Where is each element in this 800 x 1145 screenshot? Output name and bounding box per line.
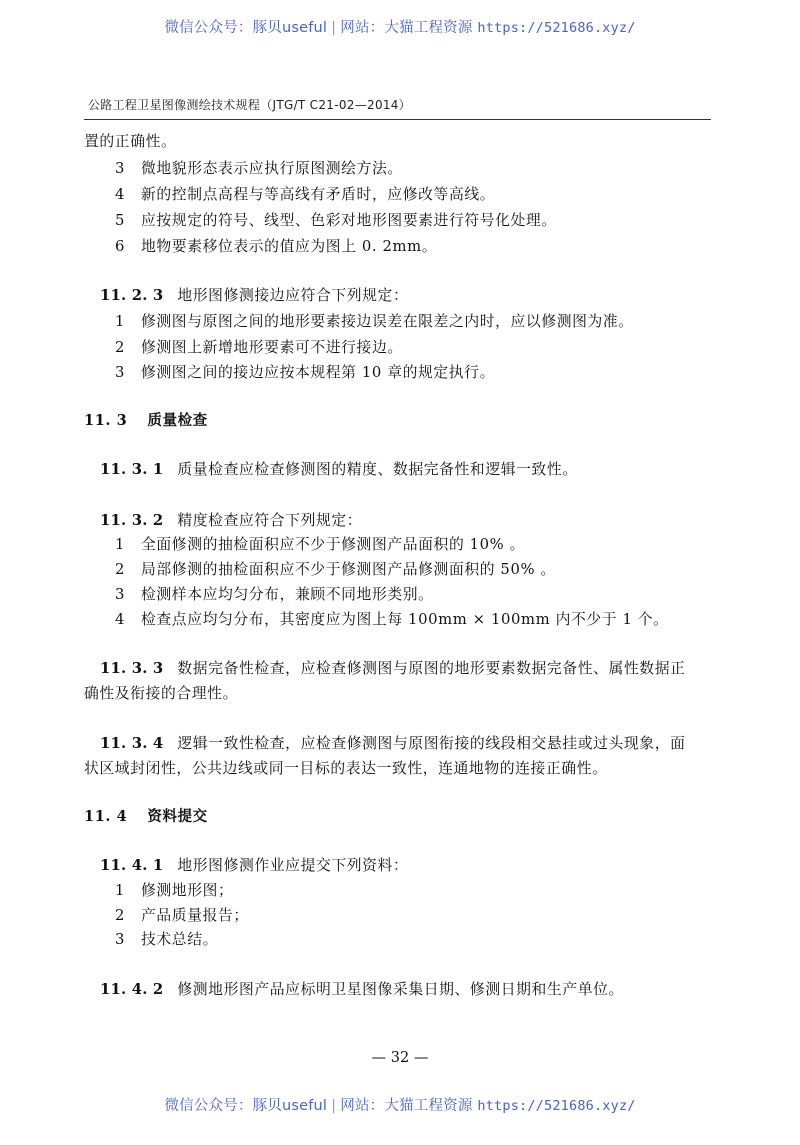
section-11-3-heading bbox=[84, 411, 208, 431]
section-title: 资料提交 bbox=[147, 809, 208, 825]
item-text: 产品质量报告； bbox=[141, 907, 249, 924]
item-text: 检测样本应均匀分布，兼顾不同地形类别。 bbox=[141, 586, 434, 603]
clause-number: 11. 3. 1 bbox=[100, 461, 164, 478]
item-text: 修测图之间的接边应按本规程第 10 章的规定执行。 bbox=[141, 364, 495, 381]
clause-11-3-4 bbox=[100, 734, 686, 754]
watermark-site-url[interactable]: https://521686.xyz/ bbox=[477, 1098, 636, 1114]
section-11-4-heading bbox=[84, 807, 208, 827]
watermark-bottom bbox=[0, 1094, 800, 1115]
list-item bbox=[115, 560, 556, 580]
item-number: 1 bbox=[115, 313, 126, 330]
item-number: 5 bbox=[115, 212, 126, 229]
watermark-separator: | bbox=[331, 20, 337, 36]
list-item bbox=[115, 535, 525, 555]
list-item bbox=[115, 585, 434, 605]
list-item bbox=[115, 211, 557, 231]
list-item bbox=[115, 906, 249, 926]
page-number: — 32 — bbox=[371, 1050, 429, 1066]
running-header: 公路工程卫星图像测绘技术规程（JTG/T C21-02—2014） bbox=[88, 98, 412, 112]
clause-number: 11. 3. 2 bbox=[100, 512, 164, 529]
clause-number: 11. 2. 3 bbox=[100, 287, 164, 304]
list-item bbox=[115, 159, 403, 179]
watermark-wechat: 微信公众号：豚贝useful bbox=[164, 1098, 328, 1114]
clause-number: 11. 4. 2 bbox=[100, 981, 164, 998]
clause-11-3-2 bbox=[100, 511, 362, 531]
item-number: 3 bbox=[115, 931, 126, 948]
item-number: 3 bbox=[115, 586, 126, 603]
header-rule bbox=[84, 119, 711, 120]
list-item bbox=[115, 338, 403, 358]
item-text: 检查点应均匀分布，其密度应为图上每 100mm × 100mm 内不少于 1 个。 bbox=[141, 611, 669, 628]
item-text: 新的控制点高程与等高线有矛盾时，应修改等高线。 bbox=[141, 186, 496, 203]
list-item bbox=[115, 185, 495, 205]
item-number: 2 bbox=[115, 907, 126, 924]
clause-text: 质量检查应检查修测图的精度、数据完备性和逻辑一致性。 bbox=[177, 461, 578, 478]
list-item bbox=[115, 312, 634, 332]
item-text: 修测图与原图之间的地形要素接边误差在限差之内时，应以修测图为准。 bbox=[141, 313, 634, 330]
item-number: 1 bbox=[115, 536, 126, 553]
item-text: 应按规定的符号、线型、色彩对地形图要素进行符号化处理。 bbox=[141, 212, 557, 229]
item-number: 1 bbox=[115, 882, 126, 899]
clause-number: 11. 3. 3 bbox=[100, 660, 164, 677]
clause-11-3-3 bbox=[100, 659, 686, 679]
item-text: 微地貌形态表示应执行原图测绘方法。 bbox=[141, 160, 403, 177]
clause-text: 修测地形图产品应标明卫星图像采集日期、修测日期和生产单位。 bbox=[177, 981, 624, 998]
item-number: 3 bbox=[115, 160, 126, 177]
list-item bbox=[115, 363, 495, 383]
item-number: 4 bbox=[115, 186, 126, 203]
item-number: 4 bbox=[115, 611, 126, 628]
clause-11-3-4-cont: 状区域封闭性，公共边线或同一目标的表达一致性，连通地物的连接正确性。 bbox=[84, 760, 608, 777]
watermark-wechat: 微信公众号：豚贝useful bbox=[164, 20, 328, 36]
continuation-line: 置的正确性。 bbox=[84, 133, 177, 150]
item-text: 修测地形图； bbox=[141, 882, 234, 899]
list-item bbox=[115, 930, 218, 950]
item-number: 2 bbox=[115, 561, 126, 578]
section-title: 质量检查 bbox=[147, 413, 208, 429]
item-text: 全面修测的抽检面积应不少于修测图产品面积的 10% 。 bbox=[141, 536, 526, 553]
clause-11-4-1 bbox=[100, 856, 408, 876]
section-number: 11. 4 bbox=[84, 808, 128, 825]
clause-number: 11. 3. 4 bbox=[100, 735, 164, 752]
clause-text: 逻辑一致性检查，应检查修测图与原图衔接的线段相交悬挂或过头现象，面 bbox=[177, 735, 686, 752]
list-item bbox=[115, 610, 669, 630]
clause-11-3-3-cont: 确性及衔接的合理性。 bbox=[84, 685, 238, 702]
list-item bbox=[115, 237, 437, 257]
list-item bbox=[115, 881, 233, 901]
section-number: 11. 3 bbox=[84, 412, 128, 429]
clause-11-2-3 bbox=[100, 286, 408, 306]
item-number: 3 bbox=[115, 364, 126, 381]
item-text: 修测图上新增地形要素可不进行接边。 bbox=[141, 339, 403, 356]
watermark-separator: | bbox=[331, 1098, 337, 1114]
item-number: 2 bbox=[115, 339, 126, 356]
watermark-top bbox=[0, 16, 800, 37]
clause-text: 数据完备性检查，应检查修测图与原图的地形要素数据完备性、属性数据正 bbox=[177, 660, 686, 677]
item-text: 局部修测的抽检面积应不少于修测图产品修测面积的 50% 。 bbox=[141, 561, 556, 578]
clause-text: 地形图修测作业应提交下列资料： bbox=[177, 857, 409, 874]
item-number: 6 bbox=[115, 238, 126, 255]
clause-text: 地形图修测接边应符合下列规定： bbox=[177, 287, 409, 304]
clause-text: 精度检查应符合下列规定： bbox=[177, 512, 363, 529]
watermark-site-url[interactable]: https://521686.xyz/ bbox=[477, 20, 636, 36]
item-text: 地物要素移位表示的值应为图上 0. 2mm。 bbox=[141, 238, 438, 255]
clause-number: 11. 4. 1 bbox=[100, 857, 164, 874]
watermark-site-label: 网站：大猫工程资源 bbox=[340, 20, 473, 36]
watermark-site-label: 网站：大猫工程资源 bbox=[340, 1098, 473, 1114]
clause-11-3-1 bbox=[100, 460, 578, 480]
clause-11-4-2 bbox=[100, 980, 624, 1000]
item-text: 技术总结。 bbox=[141, 931, 218, 948]
